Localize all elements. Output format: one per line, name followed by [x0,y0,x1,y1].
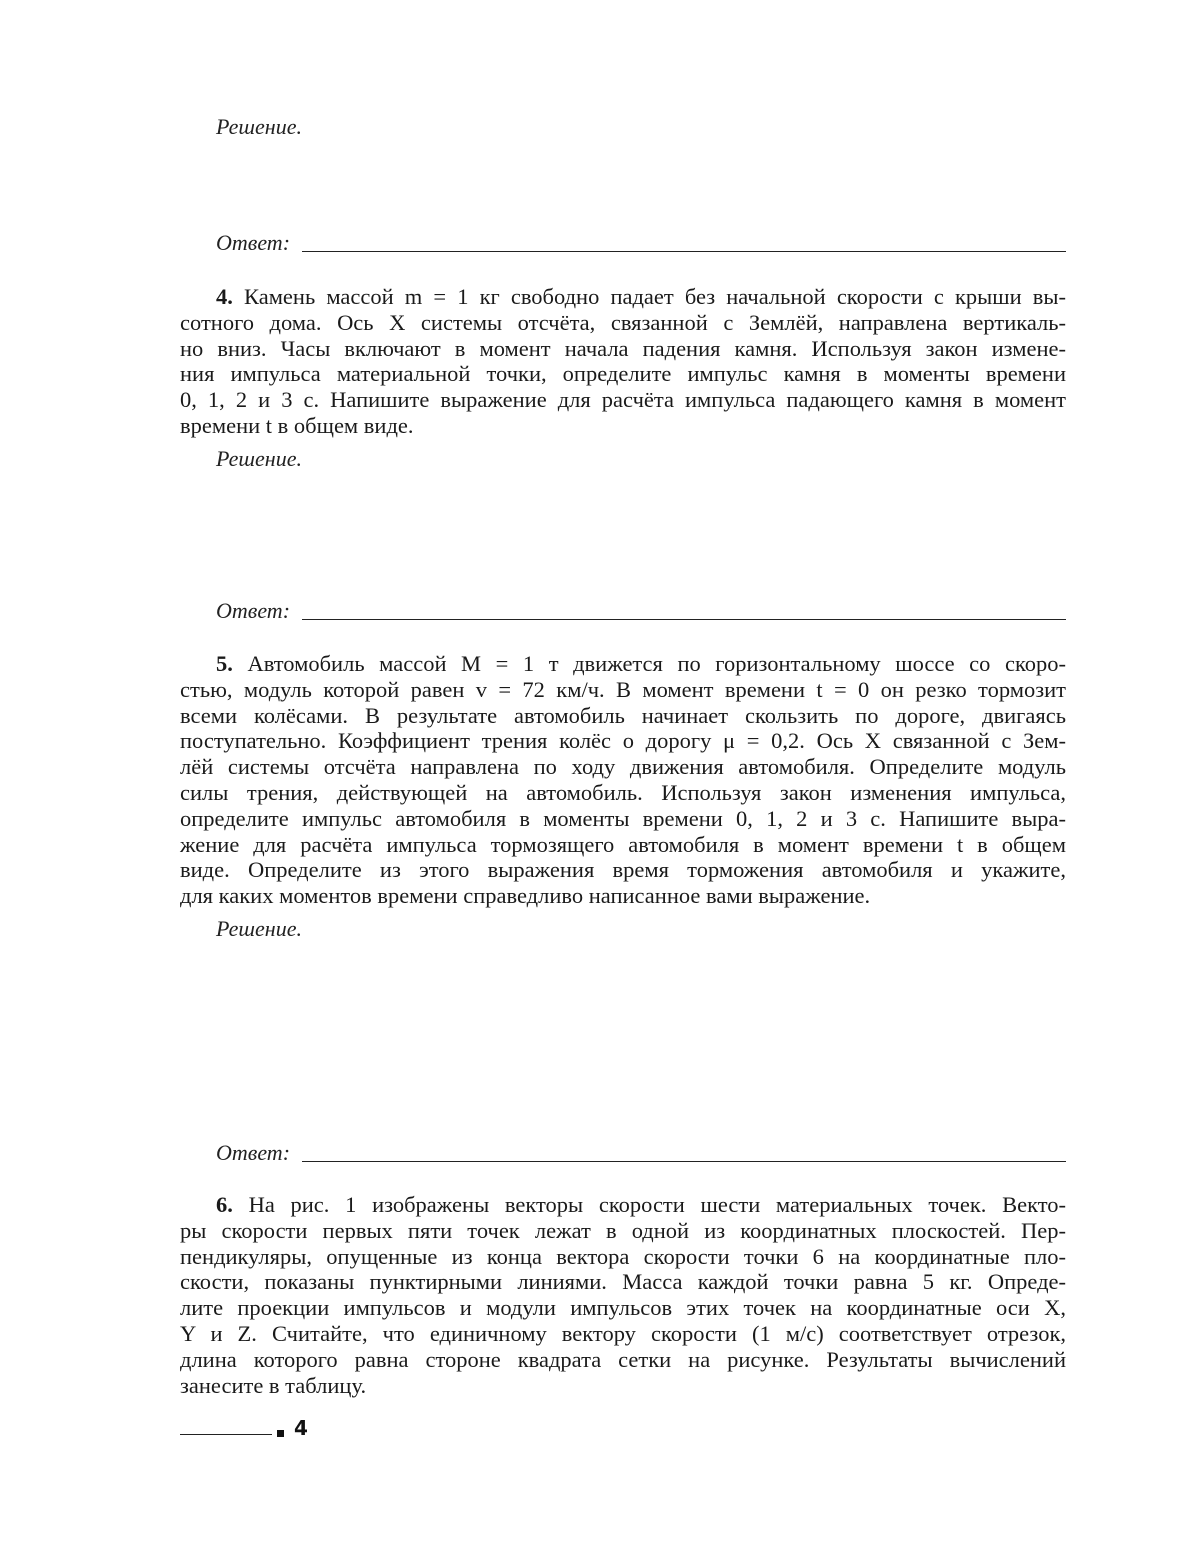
problem-5-line: стью, модуль которой равен v = 72 км/ч. В момент времени t = 0 он резко тормозит [180,676,1066,702]
problem-5-line: всеми колёсами. В результате автомобиль начинает скользить по дороге, двигаясь [180,702,1066,728]
problem-6-line: скости, показаны пунктирными линиями. Масса каждой точки равна 5 кг. Опреде- [180,1269,1066,1295]
problem-4-line: 4. Камень массой m = 1 кг свободно падает без начальной скорости с крыши вы- [216,284,1066,309]
page-number: 4 [294,1416,308,1440]
answer-label-3: Ответ: [216,230,291,255]
problem-6-line: занесите в таблицу. [180,1372,367,1398]
problem-5-number: 5. [216,651,233,676]
answer-line-5[interactable] [302,1161,1066,1162]
answer-label-5: Ответ: [216,1140,291,1165]
problem-5-line: для каких моментов времени справедливо написанное вами выражение. [180,883,871,909]
solution-label-5: Решение. [216,916,302,941]
problem-5-line: определите импульс автомобиля в моменты времени 0, 1, 2 и 3 с. Напишите выра- [180,805,1066,831]
problem-6-line: лите проекции импульсов и модули импульсов этих точек на координатные оси X, [180,1295,1066,1321]
problem-4-line: времени t в общем виде. [180,412,414,438]
answer-row-5 [216,1140,1066,1170]
problem-6 [180,1192,1066,1398]
problem-5-line: жение для расчёта импульса тормозящего автомобиля в момент времени t в общем [180,831,1066,857]
problem-6-line: Y и Z. Считайте, что единичному вектору скорости (1 м/с) соответствует отрезок, [180,1320,1066,1346]
page-footer [180,1416,320,1446]
solution-label-4: Решение. [216,446,302,471]
footer-rule [180,1434,272,1435]
problem-5 [180,651,1066,909]
answer-row-3 [216,230,1066,260]
problem-5-line: лёй системы отсчёта направлена по ходу движения автомобиля. Определите модуль [180,754,1066,780]
problem-6-line: пендикуляры, опущенные из конца вектора скорости точки 6 на координатные пло- [180,1243,1066,1269]
answer-label-4: Ответ: [216,598,291,623]
problem-4-line: ния импульса материальной точки, определите импульс камня в моменты времени [180,361,1066,387]
problem-6-line: 6. На рис. 1 изображены векторы скорости шести материальных точек. Векто- [216,1192,1066,1217]
footer-square-icon [277,1430,284,1437]
problem-4 [180,284,1066,439]
problem-4-number: 4. [216,284,233,309]
problem-5-line: 5. Автомобиль массой M = 1 т движется по горизонтальному шоссе со скоро- [216,651,1066,676]
answer-line-4[interactable] [302,619,1066,620]
problem-4-line: 0, 1, 2 и 3 с. Напишите выражение для расчёта импульса падающего камня в момент [180,387,1066,413]
problem-4-line: но вниз. Часы включают в момент начала падения камня. Используя закон измене- [180,335,1066,361]
answer-line-3[interactable] [302,251,1066,252]
problem-6-line: ры скорости первых пяти точек лежат в одной из координатных плоскостей. Пер- [180,1217,1066,1243]
answer-row-4 [216,598,1066,628]
solution-label-3: Решение. [216,114,302,139]
problem-4-line: сотного дома. Ось X системы отсчёта, связанной с Землёй, направлена вертикаль- [180,309,1066,335]
problem-5-line: силы трения, действующей на автомобиль. Используя закон изменения импульса, [180,779,1066,805]
problem-5-line: виде. Определите из этого выражения время торможения автомобиля и укажите, [180,857,1066,883]
problem-5-line: поступательно. Коэффициент трения колёс о дорогу μ = 0,2. Ось X связанной с Зем- [180,728,1066,754]
problem-6-number: 6. [216,1192,233,1217]
problem-6-line: длина которого равна стороне квадрата сетки на рисунке. Результаты вычислений [180,1346,1066,1372]
